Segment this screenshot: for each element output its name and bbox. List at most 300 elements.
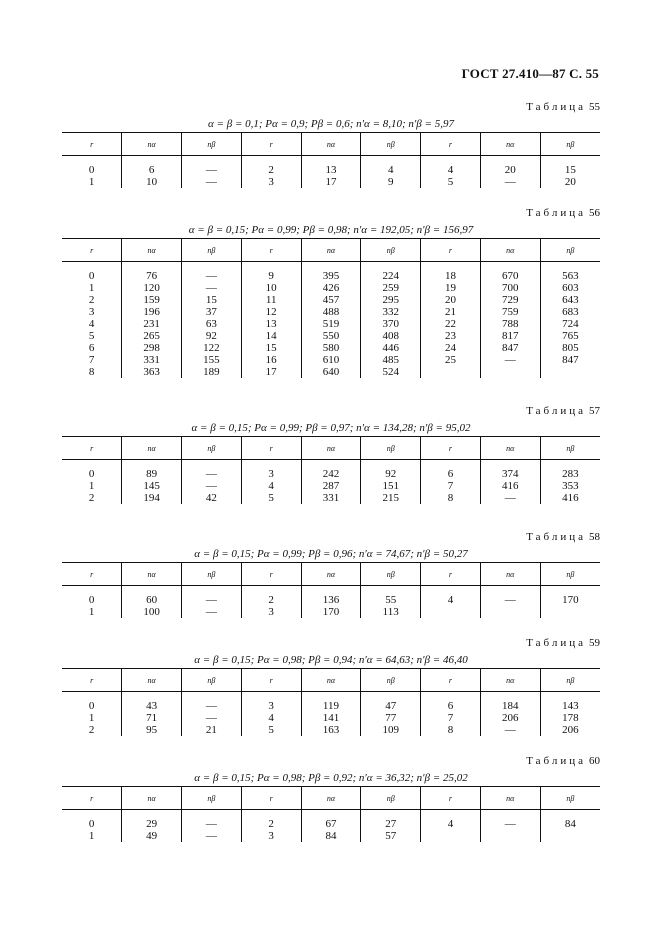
column-header: nβ <box>540 669 600 692</box>
table-cell: 25 <box>421 354 481 366</box>
table-cell: 847 <box>540 354 600 366</box>
table-cell: 847 <box>480 342 540 354</box>
data-table <box>62 668 600 736</box>
table-cell: 2 <box>88 724 95 736</box>
table-cell: 42 <box>182 492 242 504</box>
table-cell: 1 <box>88 480 95 492</box>
table-cell: 0 <box>88 270 95 282</box>
table-parameters: α = β = 0,15; Pα = 0,98; Pβ = 0,94; n′α = 64,63; n′β = 46,40 <box>194 654 468 666</box>
table-header-row <box>62 563 600 586</box>
column-header: nβ <box>540 787 600 810</box>
table-cell: 640 <box>301 366 361 378</box>
table-cell: 17 <box>301 176 361 188</box>
page-header: ГОСТ 27.410—87 С. 55 <box>461 66 599 81</box>
data-table <box>62 132 600 188</box>
table-cell: 7 <box>421 712 481 724</box>
table-row <box>62 724 600 736</box>
table-parameters: α = β = 0,15; Pα = 0,99; Pβ = 0,97; n′α = 134,28; n′β = 95,02 <box>191 422 471 434</box>
table-cell: — <box>182 700 242 712</box>
column-header: r <box>421 133 481 156</box>
table-cell: 3 <box>241 830 301 842</box>
table-row <box>62 306 600 318</box>
table-cell: 374 <box>480 468 540 480</box>
table-cell: 353 <box>540 480 600 492</box>
table-label-word: Таблица <box>526 531 586 543</box>
table-cell: 77 <box>361 712 421 724</box>
column-header: nβ <box>540 563 600 586</box>
table-cell <box>480 830 540 842</box>
table-cell: 9 <box>241 270 301 282</box>
table-cell: 363 <box>122 366 182 378</box>
table-cell: 259 <box>361 282 421 294</box>
table-cell: — <box>480 724 540 736</box>
table-cell: 331 <box>301 492 361 504</box>
table-block <box>62 530 600 618</box>
column-header: nα <box>301 239 361 262</box>
table-cell <box>480 606 540 618</box>
column-header: nα <box>122 133 182 156</box>
table-cell: 603 <box>540 282 600 294</box>
table-cell <box>421 606 481 618</box>
table-cell: 580 <box>301 342 361 354</box>
table-cell: — <box>480 818 540 830</box>
table-cell: 8 <box>421 492 481 504</box>
table-cell: 23 <box>421 330 481 342</box>
column-header: nβ <box>361 669 421 692</box>
table-row <box>62 318 600 330</box>
table-cell: 457 <box>301 294 361 306</box>
table-cell: 95 <box>122 724 182 736</box>
column-header: r <box>421 563 481 586</box>
table-cell: 170 <box>301 606 361 618</box>
table-cell: — <box>480 176 540 188</box>
table-cell: 20 <box>480 164 540 176</box>
table-cell: 3 <box>241 468 301 480</box>
table-cell: 2 <box>241 164 301 176</box>
table-cell: 37 <box>182 306 242 318</box>
table-cell: 1 <box>88 712 95 724</box>
table-row <box>62 282 600 294</box>
table-number: 58 <box>589 531 600 543</box>
table-cell: — <box>182 164 242 176</box>
column-header: nβ <box>182 133 242 156</box>
table-cell: 67 <box>301 818 361 830</box>
table-cell: 49 <box>122 830 182 842</box>
table-row <box>62 330 600 342</box>
column-header: nβ <box>182 787 242 810</box>
table-cell: 27 <box>361 818 421 830</box>
table-cell: 700 <box>480 282 540 294</box>
table-cell: 113 <box>361 606 421 618</box>
table-cell: 4 <box>88 318 95 330</box>
table-cell: — <box>182 818 242 830</box>
column-header: nα <box>301 787 361 810</box>
table-cell: 683 <box>540 306 600 318</box>
table-cell: 92 <box>182 330 242 342</box>
column-header: r <box>241 669 301 692</box>
table-cell: — <box>182 594 242 606</box>
table-cell: 163 <box>301 724 361 736</box>
table-cell: 8 <box>88 366 95 378</box>
table-row <box>62 342 600 354</box>
table-row <box>62 354 600 366</box>
table-parameters: α = β = 0,15; Pα = 0,99; Pβ = 0,98; n′α = 192,05; n′β = 156,97 <box>188 224 474 236</box>
table-label-word: Таблица <box>526 405 586 417</box>
column-header: nα <box>480 437 540 460</box>
column-header: nα <box>480 239 540 262</box>
column-header: nα <box>122 563 182 586</box>
table-cell: 18 <box>421 270 481 282</box>
table-cell: 6 <box>122 164 182 176</box>
table-cell: 4 <box>241 712 301 724</box>
table-cell: — <box>480 492 540 504</box>
data-table <box>62 436 600 504</box>
table-cell: 63 <box>182 318 242 330</box>
table-cell: 0 <box>88 594 95 606</box>
table-label <box>62 636 600 650</box>
table-cell: 60 <box>122 594 182 606</box>
column-header: nα <box>480 787 540 810</box>
column-header: nα <box>122 787 182 810</box>
column-header: r <box>241 133 301 156</box>
table-cell: 7 <box>88 354 95 366</box>
table-cell: 283 <box>540 468 600 480</box>
table-cell: 151 <box>361 480 421 492</box>
column-header: r <box>421 239 481 262</box>
table-cell: — <box>182 606 242 618</box>
table-cell: 395 <box>301 270 361 282</box>
column-header: r <box>62 437 122 460</box>
table-cell: 724 <box>540 318 600 330</box>
table-cell: 155 <box>182 354 242 366</box>
table-cell: 0 <box>88 818 95 830</box>
table-cell: 145 <box>122 480 182 492</box>
table-cell: 9 <box>361 176 421 188</box>
table-cell: 1 <box>88 830 95 842</box>
table-cell <box>540 366 600 378</box>
table-cell: — <box>182 830 242 842</box>
table-cell: — <box>182 468 242 480</box>
table-label <box>62 530 600 544</box>
table-cell: 20 <box>540 176 600 188</box>
table-label-word: Таблица <box>526 101 586 113</box>
data-table <box>62 562 600 618</box>
column-header: nβ <box>361 133 421 156</box>
table-cell: 1 <box>88 282 95 294</box>
table-cell: 19 <box>421 282 481 294</box>
table-cell: 6 <box>421 468 481 480</box>
table-cell: 1 <box>88 176 95 188</box>
table-cell: 519 <box>301 318 361 330</box>
column-header: nβ <box>361 239 421 262</box>
data-table <box>62 238 600 378</box>
table-cell: 242 <box>301 468 361 480</box>
column-header: r <box>62 133 122 156</box>
table-cell: 20 <box>421 294 481 306</box>
table-cell: 141 <box>301 712 361 724</box>
column-header: nβ <box>540 437 600 460</box>
column-header: nβ <box>182 239 242 262</box>
column-header: nβ <box>361 787 421 810</box>
table-cell: 15 <box>241 342 301 354</box>
table-cell: 408 <box>361 330 421 342</box>
table-cell: 14 <box>241 330 301 342</box>
column-header: nα <box>122 437 182 460</box>
column-header: nα <box>301 563 361 586</box>
table-number: 57 <box>589 405 600 417</box>
table-cell: 84 <box>540 818 600 830</box>
table-row <box>62 480 600 492</box>
table-label <box>62 404 600 418</box>
table-cell: 2 <box>241 594 301 606</box>
table-cell: 76 <box>122 270 182 282</box>
table-cell: 4 <box>361 164 421 176</box>
table-cell: 15 <box>540 164 600 176</box>
table-cell: 231 <box>122 318 182 330</box>
table-cell: 488 <box>301 306 361 318</box>
table-parameters: α = β = 0,1; Pα = 0,9; Pβ = 0,6; n′α = 8,10; n′β = 5,97 <box>208 118 454 130</box>
column-header: r <box>62 563 122 586</box>
table-cell: 610 <box>301 354 361 366</box>
table-number: 55 <box>589 101 600 113</box>
table-row <box>62 830 600 842</box>
table-cell: 416 <box>480 480 540 492</box>
table-cell: 7 <box>421 480 481 492</box>
table-cell: 92 <box>361 468 421 480</box>
table-cell: 331 <box>122 354 182 366</box>
table-cell: 0 <box>88 700 95 712</box>
table-cell: 426 <box>301 282 361 294</box>
table-cell: 24 <box>421 342 481 354</box>
table-cell: 119 <box>301 700 361 712</box>
table-cell: 446 <box>361 342 421 354</box>
column-header: nα <box>480 133 540 156</box>
table-cell <box>540 606 600 618</box>
table-label-word: Таблица <box>526 207 586 219</box>
table-cell: 224 <box>361 270 421 282</box>
column-header: r <box>421 787 481 810</box>
table-number: 56 <box>589 207 600 219</box>
table-label-word: Таблица <box>526 755 586 767</box>
table-cell: 2 <box>88 294 95 306</box>
table-row <box>62 468 600 480</box>
table-block <box>62 754 600 842</box>
column-header: nα <box>122 669 182 692</box>
table-cell <box>421 830 481 842</box>
table-cell: 4 <box>421 594 481 606</box>
table-cell: 670 <box>480 270 540 282</box>
table-cell: 643 <box>540 294 600 306</box>
table-cell: 16 <box>241 354 301 366</box>
table-cell: 159 <box>122 294 182 306</box>
table-cell: 817 <box>480 330 540 342</box>
table-cell: 120 <box>122 282 182 294</box>
table-cell: 57 <box>361 830 421 842</box>
table-cell: 485 <box>361 354 421 366</box>
table-cell: 47 <box>361 700 421 712</box>
table-row <box>62 270 600 282</box>
table-cell: 287 <box>301 480 361 492</box>
table-row <box>62 164 600 176</box>
table-cell: 84 <box>301 830 361 842</box>
table-cell: 89 <box>122 468 182 480</box>
table-cell: 759 <box>480 306 540 318</box>
column-header: r <box>62 787 122 810</box>
table-cell: 805 <box>540 342 600 354</box>
table-cell: — <box>480 594 540 606</box>
column-header: r <box>421 669 481 692</box>
table-cell: 206 <box>540 724 600 736</box>
column-header: nβ <box>182 669 242 692</box>
table-cell: 43 <box>122 700 182 712</box>
table-row <box>62 712 600 724</box>
table-cell: 729 <box>480 294 540 306</box>
table-cell: 0 <box>88 164 95 176</box>
table-cell: 332 <box>361 306 421 318</box>
table-cell: 295 <box>361 294 421 306</box>
table-cell: 136 <box>301 594 361 606</box>
column-header: nβ <box>540 239 600 262</box>
table-cell: 11 <box>241 294 301 306</box>
table-cell: 55 <box>361 594 421 606</box>
table-block <box>62 206 600 378</box>
column-header: nβ <box>182 563 242 586</box>
table-cell: 13 <box>301 164 361 176</box>
table-cell: 0 <box>88 468 95 480</box>
table-cell: 194 <box>122 492 182 504</box>
table-cell: 15 <box>182 294 242 306</box>
table-cell: 10 <box>241 282 301 294</box>
column-header: nβ <box>361 563 421 586</box>
table-cell: 765 <box>540 330 600 342</box>
table-row <box>62 176 600 188</box>
table-cell: 29 <box>122 818 182 830</box>
table-row <box>62 492 600 504</box>
table-cell: 298 <box>122 342 182 354</box>
table-header-row <box>62 133 600 156</box>
table-cell: 563 <box>540 270 600 282</box>
table-cell: — <box>182 282 242 294</box>
table-row <box>62 818 600 830</box>
table-cell: 170 <box>540 594 600 606</box>
table-cell: 196 <box>122 306 182 318</box>
table-number: 59 <box>589 637 600 649</box>
table-cell: 206 <box>480 712 540 724</box>
table-row <box>62 700 600 712</box>
column-header: nα <box>301 669 361 692</box>
table-cell: 17 <box>241 366 301 378</box>
table-cell: 6 <box>88 342 95 354</box>
table-cell: 3 <box>241 176 301 188</box>
table-block <box>62 636 600 736</box>
column-header: r <box>241 437 301 460</box>
data-table <box>62 786 600 842</box>
table-cell: 5 <box>88 330 95 342</box>
column-header: r <box>241 563 301 586</box>
table-row <box>62 294 600 306</box>
column-header: r <box>62 669 122 692</box>
table-header-row <box>62 669 600 692</box>
table-cell: 4 <box>421 164 481 176</box>
table-cell: 550 <box>301 330 361 342</box>
table-cell: 184 <box>480 700 540 712</box>
table-block <box>62 404 600 504</box>
table-cell: — <box>182 176 242 188</box>
table-cell: 2 <box>241 818 301 830</box>
table-header-row <box>62 239 600 262</box>
table-cell: 122 <box>182 342 242 354</box>
table-cell: 5 <box>241 724 301 736</box>
column-header: nα <box>480 563 540 586</box>
table-cell: 3 <box>241 606 301 618</box>
table-cell: 8 <box>421 724 481 736</box>
table-cell: 524 <box>361 366 421 378</box>
table-cell: 788 <box>480 318 540 330</box>
table-cell <box>480 366 540 378</box>
column-header: nα <box>301 133 361 156</box>
column-header: nβ <box>540 133 600 156</box>
table-cell: 6 <box>421 700 481 712</box>
table-row <box>62 606 600 618</box>
table-label-word: Таблица <box>526 637 586 649</box>
table-label <box>62 206 600 220</box>
table-cell: 265 <box>122 330 182 342</box>
table-cell <box>540 830 600 842</box>
table-cell: — <box>182 712 242 724</box>
table-parameters: α = β = 0,15; Pα = 0,98; Pβ = 0,92; n′α = 36,32; n′β = 25,02 <box>194 772 468 784</box>
table-cell: 178 <box>540 712 600 724</box>
column-header: r <box>421 437 481 460</box>
table-header-row <box>62 437 600 460</box>
table-cell: 370 <box>361 318 421 330</box>
table-cell: 4 <box>241 480 301 492</box>
table-cell: 2 <box>88 492 95 504</box>
table-cell: 3 <box>88 306 95 318</box>
table-header-row <box>62 787 600 810</box>
table-cell: — <box>182 480 242 492</box>
table-number: 60 <box>589 755 600 767</box>
table-cell: 21 <box>421 306 481 318</box>
table-cell: 1 <box>88 606 95 618</box>
table-row <box>62 366 600 378</box>
table-cell: 5 <box>241 492 301 504</box>
table-row <box>62 594 600 606</box>
table-cell: 10 <box>122 176 182 188</box>
table-cell: 416 <box>540 492 600 504</box>
column-header: nβ <box>361 437 421 460</box>
table-cell: 12 <box>241 306 301 318</box>
table-parameters: α = β = 0,15; Pα = 0,99; Pβ = 0,96; n′α = 74,67; n′β = 50,27 <box>194 548 468 560</box>
column-header: nβ <box>182 437 242 460</box>
table-cell: 3 <box>241 700 301 712</box>
table-cell: 22 <box>421 318 481 330</box>
table-cell: 13 <box>241 318 301 330</box>
table-label <box>62 100 600 114</box>
column-header: nα <box>480 669 540 692</box>
column-header: r <box>241 239 301 262</box>
column-header: nα <box>122 239 182 262</box>
table-cell: 189 <box>182 366 242 378</box>
table-cell: — <box>182 270 242 282</box>
table-block <box>62 100 600 188</box>
table-cell: 21 <box>182 724 242 736</box>
table-cell: 215 <box>361 492 421 504</box>
column-header: r <box>62 239 122 262</box>
table-cell: — <box>480 354 540 366</box>
column-header: r <box>241 787 301 810</box>
table-cell: 4 <box>421 818 481 830</box>
table-cell: 109 <box>361 724 421 736</box>
